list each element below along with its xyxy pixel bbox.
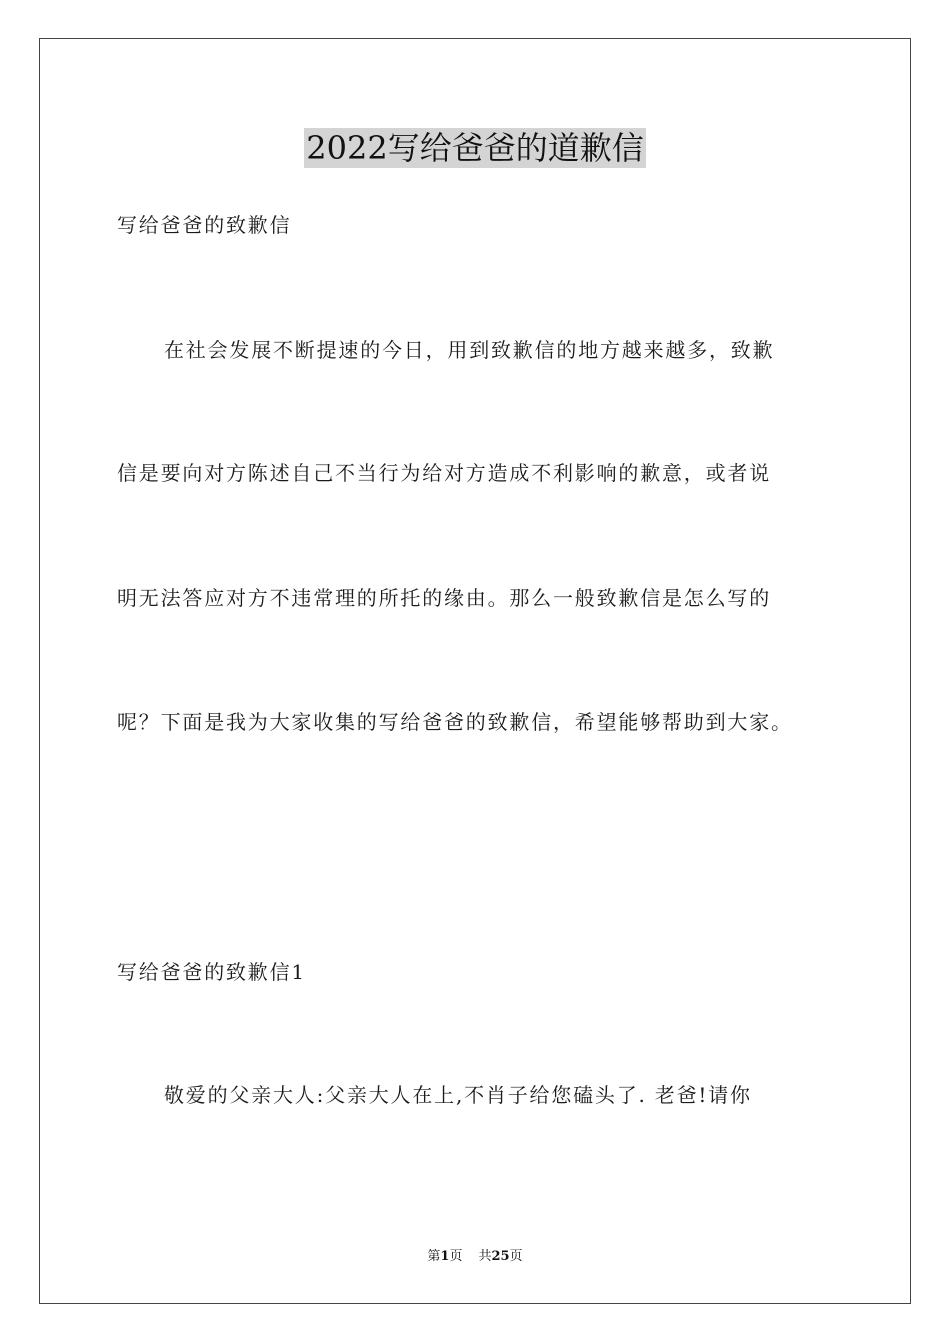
document-title: 2022写给爸爸的道歉信 xyxy=(306,129,644,167)
intro-line-4: 呢？下面是我为大家收集的写给爸爸的致歉信，希望能够帮助到大家。 xyxy=(117,710,793,734)
total-pages: 25 xyxy=(491,1249,510,1264)
page-prefix: 第 xyxy=(427,1249,441,1264)
total-prefix: 共 xyxy=(478,1249,492,1264)
intro-line-1: 在社会发展不断提速的今日，用到致歉信的地方越来越多，致歉 xyxy=(164,338,775,362)
page-suffix: 页 xyxy=(449,1249,463,1264)
section-heading: 写给爸爸的致歉信1 xyxy=(117,960,306,984)
page-footer xyxy=(0,1248,950,1266)
intro-line-3: 明无法答应对方不违常理的所托的缘由。那么一般致歉信是怎么写的 xyxy=(117,586,771,610)
document-heading: 写给爸爸的致歉信 xyxy=(117,213,292,237)
intro-line-2: 信是要向对方陈述自己不当行为给对方造成不利影响的歉意，或者说 xyxy=(117,461,771,485)
section-first-line: 敬爱的父亲大人:父亲大人在上,不肖子给您磕头了. 老爸!请你 xyxy=(164,1083,752,1107)
page-number: 1 xyxy=(440,1249,450,1264)
total-suffix: 页 xyxy=(509,1249,523,1264)
title-container xyxy=(0,128,950,168)
